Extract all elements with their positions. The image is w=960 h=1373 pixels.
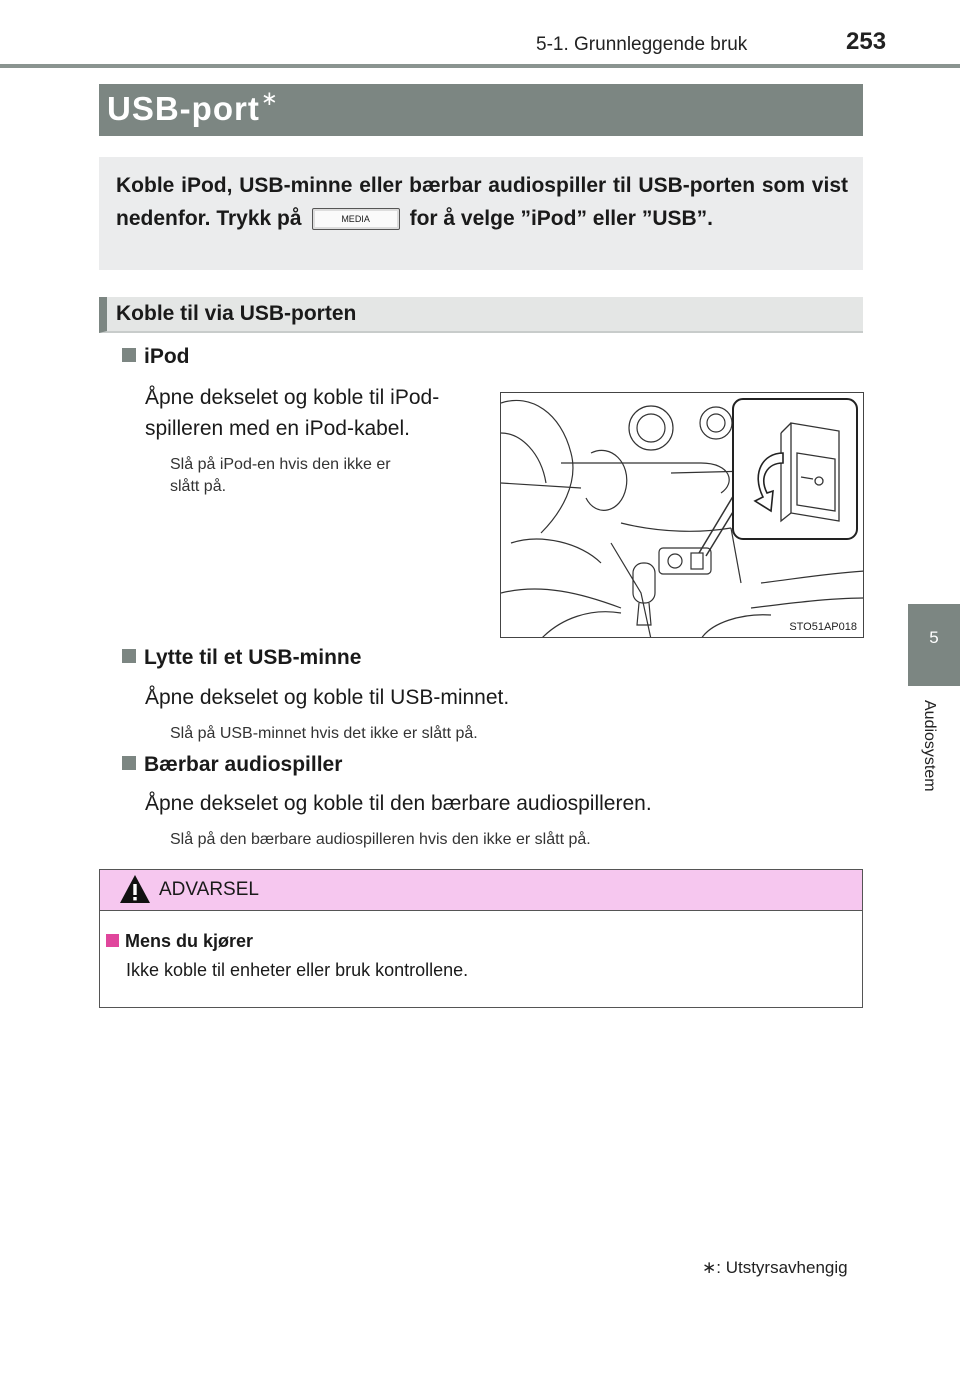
figure-code: STO51AP018: [789, 621, 857, 633]
equipment-marker: ∗: [261, 88, 278, 110]
page-number: 253: [846, 28, 887, 55]
bullet-square-icon: [122, 348, 136, 362]
item-text-usb: Åpne dekselet og koble til USB-minnet.: [145, 686, 510, 709]
item-text-ipod-line2: spilleren med en iPod-kabel.: [145, 417, 410, 440]
item-heading-ipod: iPod: [122, 345, 190, 369]
warning-subheading: Mens du kjører: [106, 931, 253, 952]
bullet-square-icon: [122, 649, 136, 663]
footnote: ∗: Utstyrsavhengig: [702, 1258, 848, 1277]
car-interior-drawing: [501, 393, 864, 638]
intro-text-after: for å velge ”iPod” eller ”USB”.: [409, 207, 713, 230]
running-header-section: 5-1. Grunnleggende bruk: [536, 34, 748, 55]
item-note-ipod-line1: Slå på iPod-en hvis den ikke er: [170, 456, 391, 473]
item-heading-usb: Lytte til et USB-minne: [122, 646, 361, 670]
intro-text: [116, 169, 848, 235]
subsection-bar: [99, 297, 863, 333]
item-text-ipod-line1: Åpne dekselet og koble til iPod-: [145, 386, 440, 409]
intro-text-before: Koble iPod, USB-minne eller bærbar audiospiller til USB-porten som vist nedenfor. Trykk på: [116, 174, 848, 230]
intro-box: [99, 157, 863, 270]
warning-triangle-icon: [118, 873, 152, 907]
media-button-icon: MEDIA: [312, 208, 400, 230]
item-note-usb: Slå på USB-minnet hvis det ikke er slått på.: [170, 725, 478, 742]
usb-port-illustration: [500, 392, 864, 638]
bullet-square-icon: [122, 756, 136, 770]
warning-title: ADVARSEL: [159, 879, 259, 900]
subsection-title: Koble til via USB-porten: [116, 302, 357, 325]
item-text-portable: Åpne dekselet og koble til den bærbare audiospilleren.: [145, 792, 652, 815]
warning-bullet-icon: [106, 934, 119, 947]
item-note-portable: Slå på den bærbare audiospilleren hvis den ikke er slått på.: [170, 831, 591, 848]
warning-text: Ikke koble til enheter eller bruk kontrollene.: [126, 960, 469, 980]
item-heading-portable: Bærbar audiospiller: [122, 753, 342, 777]
section-title-bar: [99, 84, 863, 136]
warning-header: [100, 870, 862, 911]
section-title: USB-port: [107, 90, 260, 127]
chapter-tab: [908, 604, 960, 686]
chapter-number: 5: [929, 628, 939, 647]
chapter-label: Audiosystem: [921, 700, 938, 792]
item-note-ipod-line2: slått på.: [170, 478, 227, 495]
header-rule: [0, 64, 960, 68]
warning-box: [99, 869, 863, 1008]
